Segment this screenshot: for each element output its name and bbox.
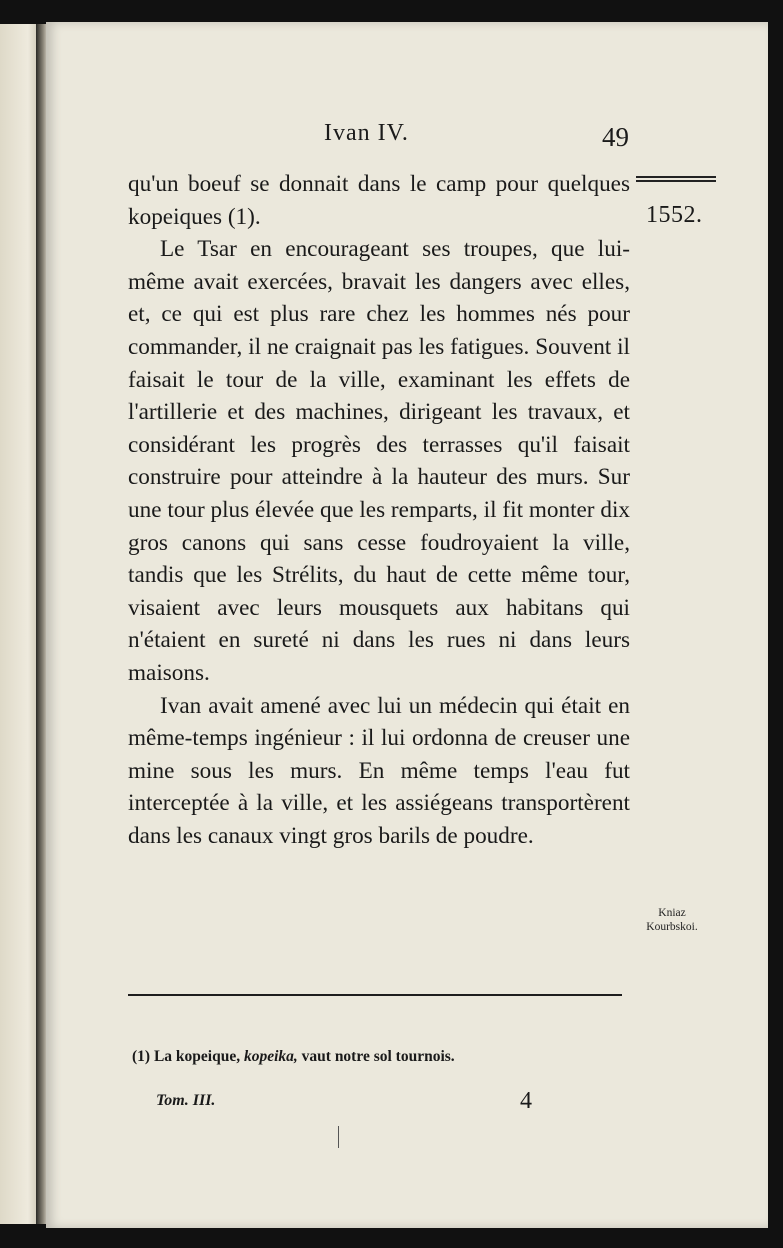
signature-volume: Tom. III.: [156, 1092, 216, 1109]
margin-note-line2: Kourbskoi.: [646, 921, 698, 933]
margin-rule-marks: [636, 176, 716, 188]
footnote-marker: (1): [132, 1048, 151, 1065]
margin-note: [632, 906, 712, 934]
footnote: [132, 1048, 455, 1066]
paragraph-1: qu'un boeuf se donnait dans le camp pour quelques kopeiques (1).: [128, 171, 630, 230]
book-page: [46, 22, 768, 1228]
signature-number: 4: [520, 1088, 532, 1114]
page-header: [46, 116, 768, 156]
footnote-text-after: vaut notre sol tournois.: [301, 1048, 455, 1065]
running-head: Ivan IV.: [324, 120, 409, 146]
page-number: 49: [602, 122, 629, 152]
body-text: [128, 168, 630, 852]
paragraph-3: Ivan avait amené avec lui un médecin qui était en même-temps ingénieur : il lui ordonna de creuser une mine sous les murs. En même temps l'eau fut interceptée à la ville, et les assiégeans transportèrent dans les canaux vingt gros barils de poudre.: [128, 692, 630, 849]
facing-page-edge: [0, 24, 40, 1224]
footnote-italic: kopeika,: [243, 1048, 298, 1065]
margin-year: 1552.: [646, 202, 703, 228]
margin-note-line1: Kniaz: [658, 907, 686, 919]
printer-mark: [338, 1126, 339, 1148]
footnote-rule: [128, 994, 622, 996]
paragraph-2: Le Tsar en encourageant ses troupes, que lui-même avait exercées, bravait les dangers avec elles, et, ce qui est plus rare chez les hommes nés pour commander, il ne craignait pas les fatigues. Souvent il faisait le tour de la ville, examinant les effets de l'artillerie et des machines, dirigeant les travaux, et considérant les progrès des terrasses qu'il faisait construire pour atteindre à la hauteur des murs. Sur une tour plus élevée que les remparts, il fit monter dix gros canons qui sans cesse foudroyaient la ville, tandis que les Strélits, du haut de cette même tour, visaient avec leurs mousquets aux habitans qui n'étaient en sureté ni dans les rues ni dans leurs maisons.: [128, 236, 630, 686]
footnote-text-before: La kopeique,: [153, 1048, 241, 1065]
